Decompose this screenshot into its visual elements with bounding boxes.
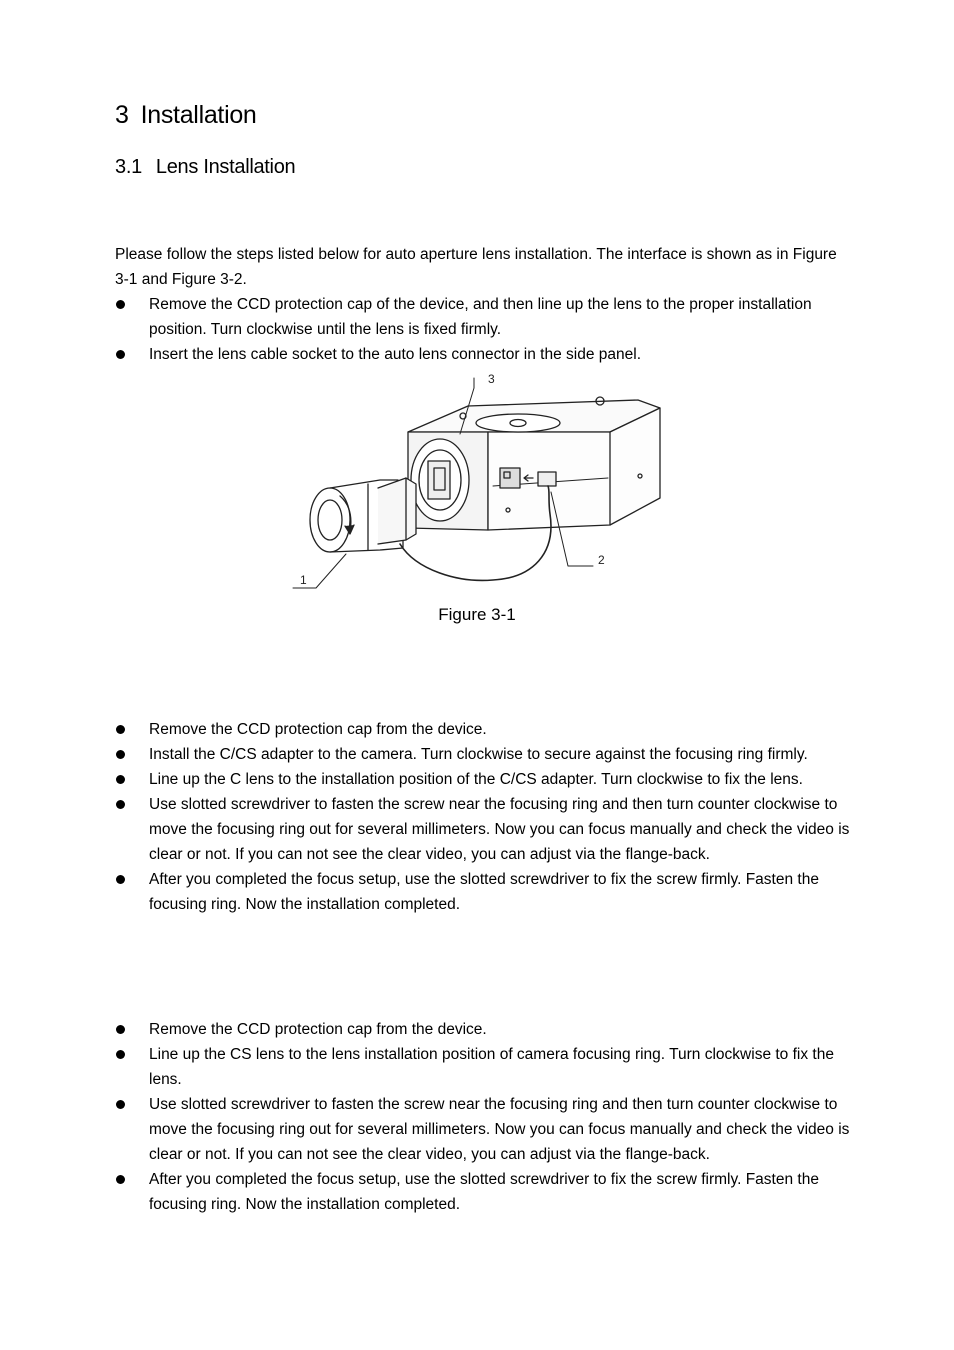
list-item: Remove the CCD protection cap of the device, and then line up the lens to the proper installation position. Turn clockwise until the lens is fixed firmly. <box>115 292 850 342</box>
auto-lens-step-list <box>115 292 850 367</box>
list-item: After you completed the focus setup, use the slotted screwdriver to fix the screw firmly. Fasten the focusing ring. Now the installation completed. <box>115 1167 850 1217</box>
camera-lens-illustration <box>288 368 668 593</box>
bullet-icon <box>116 875 125 884</box>
bullet-icon <box>116 750 125 759</box>
cs-lens-step-list <box>115 1017 850 1217</box>
list-item: Remove the CCD protection cap from the device. <box>115 717 850 742</box>
intro-paragraph: Please follow the steps listed below for auto aperture lens installation. The interface is shown as in Figure 3-1 and Figure 3-2. <box>115 246 837 288</box>
list-item: Use slotted screwdriver to fasten the screw near the focusing ring and then turn counter clockwise to move the focusing ring out for several millimeters. Now you can focus manually and check the video is clear or not. If you can not see the clear video, you can adjust via the flange-back. <box>115 1092 850 1167</box>
c-lens-step-list <box>115 717 850 917</box>
bullet-icon <box>116 300 125 309</box>
callout-label-3: 3 <box>488 372 495 386</box>
bullet-icon <box>116 1175 125 1184</box>
list-item: Line up the C lens to the installation position of the C/CS adapter. Turn clockwise to fix the lens. <box>115 767 850 792</box>
chapter-title: Installation <box>140 101 257 129</box>
bullet-icon <box>116 1100 125 1109</box>
bullet-icon <box>116 725 125 734</box>
chapter-number: 3 <box>115 101 129 129</box>
list-item: Install the C/CS adapter to the camera. Turn clockwise to secure against the focusing ring firmly. <box>115 742 850 767</box>
bullet-icon <box>116 1025 125 1034</box>
callout-label-2: 2 <box>598 553 605 567</box>
bullet-icon <box>116 800 125 809</box>
camera-lens-figure <box>288 368 668 593</box>
chapter-heading <box>115 101 257 130</box>
figure-caption: Figure 3-1 <box>438 605 516 624</box>
bullet-icon <box>116 775 125 784</box>
section-title: Lens Installation <box>155 156 296 178</box>
list-item: Use slotted screwdriver to fasten the screw near the focusing ring and then turn counter clockwise to move the focusing ring out for several millimeters. Now you can focus manually and check the video is clear or not. If you can not see the clear video, you can adjust via the flange-back. <box>115 792 850 867</box>
list-item: Remove the CCD protection cap from the device. <box>115 1017 850 1042</box>
list-item: Line up the CS lens to the lens installation position of camera focusing ring. Turn clockwise to fix the lens. <box>115 1042 850 1092</box>
list-item: After you completed the focus setup, use the slotted screwdriver to fix the screw firmly. Fasten the focusing ring. Now the installation completed. <box>115 867 850 917</box>
bullet-icon <box>116 350 125 359</box>
section-heading <box>115 156 295 179</box>
list-item: Insert the lens cable socket to the auto lens connector in the side panel. <box>115 342 850 367</box>
section-number: 3.1 <box>115 156 142 178</box>
bullet-icon <box>116 1050 125 1059</box>
callout-label-1: 1 <box>300 573 307 587</box>
